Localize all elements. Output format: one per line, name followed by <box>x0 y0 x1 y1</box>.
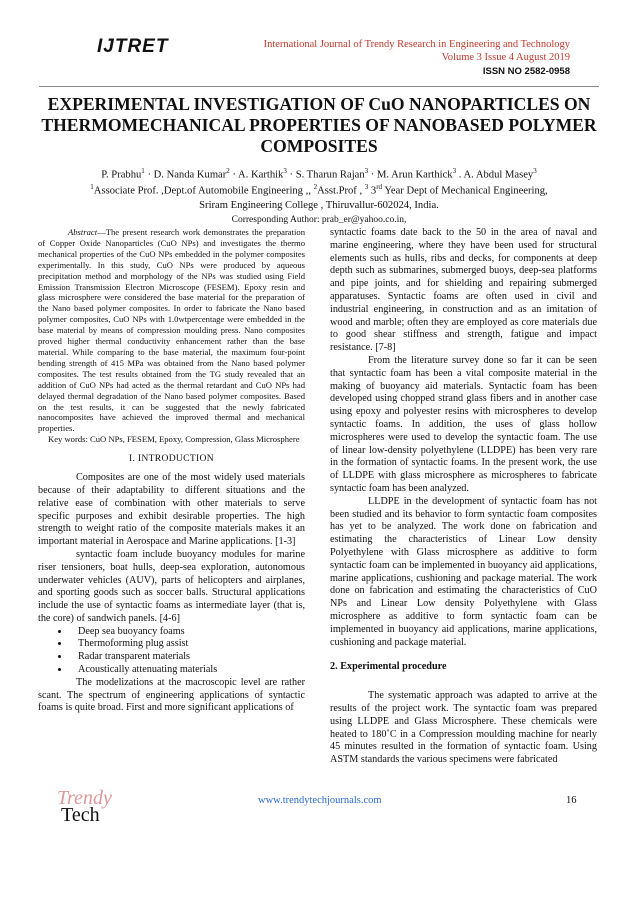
author: A. Karthik <box>238 169 284 181</box>
right-column <box>330 227 597 767</box>
header-divider <box>39 86 599 87</box>
paragraph: syntactic foams date back to the 50 in the area of naval and marine engineering, where they have been used for structural elements such as hulls, ribs and decks, for components at deep depth such as submarines, submerged buoys, deep-sea platforms and pipe joints, and for shielding and repairing submerged apparatuses. Syntactic foams are often used in civil and industrial engineering, in construction and as an imitation of wood and marble; often they are employed as core materials due to good shear stiffness and strength, fatigue and impact resistance. [7-8] <box>330 227 597 354</box>
paragraph: LLDPE in the development of syntactic foam has not been studied and its behavior to form syntactic foam composites has yet to be analyzed. The work done on fabrication and estimating the characteristics of Linear Low density Polyethylene with Glass microsphere as additive to form syntactic foam can be implemented in buoyancy aid applications, marine applications, cushioning and package material. The work done on fabrication and estimating the characteristics of CuO NPs and Linear Low density Polyethylene with Glass microsphere as additive to form syntactic foam can be implemented in buoyancy aid applications, marine applications, cushioning and package material. <box>330 495 597 648</box>
author: P. Prabhu <box>101 169 142 181</box>
journal-website-link[interactable]: www.trendytechjournals.com <box>258 795 382 806</box>
corresponding-author: Corresponding Author: prab_er@yahoo.co.in, <box>231 214 407 225</box>
affiliation: $^1$Associate Prof. ,Dept.of Automobile Engineering ,, $^2$Asst.Prof , $^3$ 3rd Year Dept of Mechanical Engineering, Sriram Engineering College , Thiruvallur-602024, India. Corresponding Author: prab_er@yahoo.co.in, <box>30 180 608 227</box>
author-list: P. Prabhu$^1$ · D. Nanda Kumar$^2$ · A. Karthik$^3$ · S. Tharun Rajan$^3$ · M. Arun Karthick$^3$ . A. Abdul Masey$^3$ <box>101 167 537 181</box>
journal-info <box>264 38 570 64</box>
issn: ISSN NO 2582-0958 <box>482 66 570 77</box>
abstract: Abstract—The present research work demonstrates the preparation of Copper Oxide Nanoparticles (CuO NPs) and investigates the thermo mechanical properties of the CuO NPs embedded in the polymer composites experimentally. In this study, CuO NPs were produced by aqueous precipitation method and morphology of the NPs was studied using Field Emission Transmission Electron Microscope (FESEM). Epoxy resin and glass microsphere were considered the base material for the preparation of the Nano based polymer composites. In order to fabricate the Nano based polymer composites, CuO NPs with 1.0wtpercentage were embedded in the base material by means of compression moulding press. Nano composites proved higher thermal conductivity enhancement rather than the base material. While comparing to the base material, the maximum four-point bending strength of 415 MPa was obtained from the Nano based polymer composites. The test results obtained from the TG study revealed that an addition of CuO NPs had acted as the thermal retardant and CuO NPs had delayed thermal degradation of the Nano based polymer composites. Based on the test results, it can be suggested that the newly fabricated nanocomposites have achieved the improved thermal and mechanical properties. <box>38 227 305 434</box>
paper-title: EXPERIMENTAL INVESTIGATION OF CuO NANOPARTICLES ON THERMOMECHANICAL PROPERTIES OF NANOBASED POLYMER COMPOSITES <box>41 94 597 156</box>
journal-volume: Volume 3 Issue 4 August 2019 <box>441 52 570 63</box>
author: D. Nanda Kumar <box>153 169 227 181</box>
paragraph: The modelizations at the macroscopic level are rather scant. The spectrum of engineering applications of syntactic foams is quite broad. First and more significant applications of <box>38 676 305 714</box>
author: M. Arun Karthick <box>376 169 453 181</box>
paragraph: Composites are one of the most widely used materials because of their adaptability to different situations and the relative ease of combination with other materials to serve specific purposes and exhibit desirable properties. The high strength to weight ratio of the composite materials makes it an important material in Aerospace and Marine applications. [1-3] <box>38 472 305 548</box>
paragraph: From the literature survey done so far it can be seen that syntactic foam has been a vital composite material in the making of buoyancy aid materials. Syntactic foam has been developed using chopped strand glass fibers and in another case using epoxy and polyester resins with microspheres to develop syntactic foams. In addition, the uses of glass hollow microspheres were used to develop the syntactic foam. The use of linear low-density polyethylene (LLDPE) has been very rare in the formation of syntactic foams. In the present work, the use of LLDPE with glass microsphere as microspheres to fabricate syntactic foam has been analyzed. <box>330 354 597 494</box>
author: A. Abdul Masey <box>463 169 534 181</box>
journal-logo: IJTRET <box>97 36 169 57</box>
journal-name: International Journal of Trendy Research in Engineering and Technology <box>263 39 570 50</box>
page-number: 16 <box>566 795 577 806</box>
keywords: Key words: CuO NPs, FESEM, Epoxy, Compression, Glass Microsphere <box>48 434 300 445</box>
section-heading-introduction: I. INTRODUCTION <box>129 453 214 465</box>
list-item: • Deep sea buoyancy foams <box>70 626 305 639</box>
left-column <box>38 227 305 715</box>
footer-logo: Trendy Tech <box>57 787 112 826</box>
list-item: • Radar transparent materials <box>70 651 305 664</box>
list-item: • Thermoforming plug assist <box>70 638 305 651</box>
bullet-list <box>38 626 305 677</box>
author: S. Tharun Rajan <box>295 169 365 181</box>
list-item: • Acoustically attenuating materials <box>70 664 305 677</box>
section-heading-experimental: 2. Experimental procedure <box>330 661 447 673</box>
paragraph: syntactic foam include buoyancy modules for marine riser tensioners, boat hulls, deep-sea exploration, autonomous underwater vehicles (AUV), parts of helicopters and airplanes, and sporting goods such as soccer balls. Structural applications include the use of syntactic foams as intermediate layer (that is, the core) of sandwich panels. [4-6] <box>38 548 305 624</box>
paragraph: The systematic approach was adapted to arrive at the results of the project work. The syntactic foam was prepared using LLDPE and Glass Microsphere. These chemicals were heated to 180˚C in a Compression moulding machine for nearly 45 minutes resulted in the formation of syntactic foam. Using ASTM standards the various specimens were fabricated <box>330 690 597 766</box>
institution: Sriram Engineering College , Thiruvallur-602024, India. <box>199 199 439 211</box>
